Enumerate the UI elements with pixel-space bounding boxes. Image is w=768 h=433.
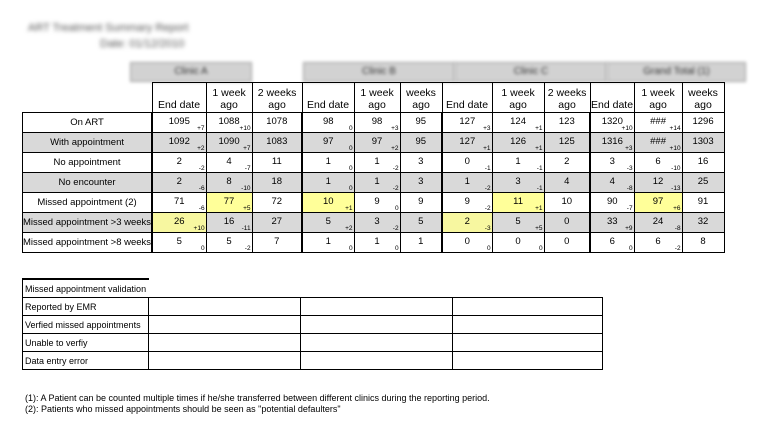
cell-value: 1316 xyxy=(601,136,623,147)
cell-change: +1 xyxy=(535,145,543,152)
data-cell xyxy=(302,173,354,193)
data-cell xyxy=(442,193,492,213)
cell-change: +3 xyxy=(625,145,633,152)
cell-value: 4 xyxy=(226,156,232,167)
validation-cell[interactable] xyxy=(149,352,301,370)
row-label: On ART xyxy=(23,113,153,133)
cell-value: 5 xyxy=(226,236,232,247)
data-cell xyxy=(354,133,400,153)
row-label: Missed appointment >3 weeks xyxy=(23,213,153,233)
cell-value: 33 xyxy=(607,216,618,227)
data-cell xyxy=(682,173,724,193)
data-cell xyxy=(400,213,442,233)
cell-value: 25 xyxy=(697,176,709,187)
data-cell xyxy=(302,153,354,173)
data-cell xyxy=(302,213,354,233)
validation-table xyxy=(22,278,603,370)
cell-value: 16 xyxy=(697,156,709,167)
data-cell xyxy=(354,113,400,133)
site-header-4: Grand Total (1) xyxy=(607,62,746,82)
cell-change: -2 xyxy=(484,205,491,212)
cell-value: 1 xyxy=(325,156,331,167)
cell-value: 77 xyxy=(223,196,235,207)
cell-change: 0 xyxy=(348,245,353,252)
data-cell xyxy=(442,153,492,173)
validation-cell[interactable] xyxy=(453,334,603,352)
cell-change: +1 xyxy=(535,205,543,212)
data-cell xyxy=(492,193,544,213)
data-cell xyxy=(252,133,302,153)
data-cell xyxy=(206,133,252,153)
data-cell xyxy=(302,133,354,153)
corner-cell xyxy=(23,83,153,113)
column-header: 1 week ago xyxy=(492,83,544,113)
cell-value: 5 xyxy=(325,216,331,227)
cell-value: 0 xyxy=(464,236,470,247)
site-header-1: Clinic A xyxy=(130,62,252,82)
data-cell xyxy=(354,173,400,193)
cell-value: 6 xyxy=(655,156,661,167)
row-label: Missed appointment (2) xyxy=(23,193,153,213)
cell-value: 0 xyxy=(464,156,470,167)
cell-value: 1 xyxy=(325,236,331,247)
cell-change: -2 xyxy=(484,185,491,192)
column-header: 1 week ago xyxy=(206,83,252,113)
cell-value: 3 xyxy=(418,156,424,167)
row-label: No encounter xyxy=(23,173,153,193)
data-cell xyxy=(544,173,590,193)
cell-change: +2 xyxy=(345,225,353,232)
data-cell xyxy=(354,153,400,173)
data-cell xyxy=(252,173,302,193)
cell-value: 1 xyxy=(515,156,521,167)
data-cell xyxy=(252,153,302,173)
cell-change: 0 xyxy=(394,205,399,212)
cell-value: 1078 xyxy=(266,116,288,127)
data-cell xyxy=(590,173,634,193)
data-cell xyxy=(634,233,682,253)
cell-change: -2 xyxy=(392,225,399,232)
cell-value: 71 xyxy=(174,196,185,207)
cell-value: 11 xyxy=(513,196,523,207)
cell-value: 8 xyxy=(700,236,706,247)
cell-value: 5 xyxy=(515,216,521,227)
cell-value: 1 xyxy=(325,176,331,187)
column-header: End date xyxy=(590,83,634,113)
cell-change: -6 xyxy=(198,185,205,192)
data-cell xyxy=(400,133,442,153)
validation-row-label: Verfied missed appointments xyxy=(23,316,149,334)
data-cell xyxy=(492,133,544,153)
cell-change: +10 xyxy=(239,125,251,132)
cell-value: 26 xyxy=(174,216,185,227)
data-cell xyxy=(590,233,634,253)
table-row xyxy=(23,193,725,213)
cell-change: +5 xyxy=(535,225,543,232)
cell-change: 0 xyxy=(486,245,491,252)
cell-change: -7 xyxy=(244,165,251,172)
data-cell xyxy=(634,133,682,153)
row-label: No appointment xyxy=(23,153,153,173)
cell-value: 1088 xyxy=(218,116,240,127)
data-cell xyxy=(544,193,590,213)
cell-value: 7 xyxy=(274,236,280,247)
cell-value: 1 xyxy=(374,176,380,187)
cell-value: 1 xyxy=(374,236,380,247)
cell-change: -3 xyxy=(626,165,633,172)
cell-value: 2 xyxy=(176,176,182,187)
cell-change: +1 xyxy=(483,145,491,152)
validation-row-label: Reported by EMR xyxy=(23,298,149,316)
cell-value: 1 xyxy=(374,156,380,167)
cell-value: 12 xyxy=(652,176,664,187)
data-cell xyxy=(206,173,252,193)
summary-table xyxy=(22,82,725,253)
table-row xyxy=(23,213,725,233)
data-cell xyxy=(442,133,492,153)
cell-change: -8 xyxy=(674,225,681,232)
data-cell xyxy=(152,153,206,173)
cell-value: 3 xyxy=(609,156,615,167)
column-header: 2 weeks ago xyxy=(252,83,302,113)
cell-value: 11 xyxy=(271,156,282,167)
cell-change: 0 xyxy=(348,165,353,172)
validation-cell[interactable] xyxy=(301,316,453,334)
table-row xyxy=(23,113,725,133)
cell-value: 9 xyxy=(464,196,470,207)
data-cell xyxy=(252,213,302,233)
cell-value: 91 xyxy=(697,196,709,207)
validation-row xyxy=(23,316,603,334)
cell-change: +10 xyxy=(669,145,681,152)
cell-change: +1 xyxy=(345,205,353,212)
validation-title: Missed appointment validation xyxy=(23,279,149,298)
data-cell xyxy=(206,153,252,173)
data-cell xyxy=(152,213,206,233)
cell-change: +2 xyxy=(391,145,399,152)
cell-value: 0 xyxy=(564,216,570,227)
validation-cell[interactable] xyxy=(149,316,301,334)
cell-change: +10 xyxy=(621,125,633,132)
cell-value: 1092 xyxy=(168,136,190,147)
data-cell xyxy=(400,173,442,193)
cell-change: -6 xyxy=(198,205,205,212)
cell-value: 0 xyxy=(564,236,570,247)
column-header: End date xyxy=(152,83,206,113)
cell-change: -8 xyxy=(626,185,633,192)
data-cell xyxy=(634,213,682,233)
cell-change: -2 xyxy=(392,165,399,172)
cell-change: -1 xyxy=(536,185,543,192)
cell-change: +10 xyxy=(193,225,205,232)
report-date: Date: 01/12/2010 xyxy=(100,38,185,50)
cell-change: -10 xyxy=(241,185,251,192)
cell-value: 1090 xyxy=(218,136,240,147)
column-header: 1 week ago xyxy=(634,83,682,113)
data-cell xyxy=(590,153,634,173)
cell-value: 4 xyxy=(609,176,615,187)
column-header: End date xyxy=(442,83,492,113)
cell-change: +9 xyxy=(625,225,633,232)
cell-value: 1296 xyxy=(692,116,714,127)
cell-change: 0 xyxy=(348,125,353,132)
cell-value: 127 xyxy=(459,136,476,147)
data-cell xyxy=(354,213,400,233)
row-label: With appointment xyxy=(23,133,153,153)
cell-value: 4 xyxy=(564,176,570,187)
cell-value: 95 xyxy=(415,116,427,127)
cell-change: +3 xyxy=(391,125,399,132)
cell-value: 1095 xyxy=(168,116,190,127)
data-cell xyxy=(152,233,206,253)
validation-cell[interactable] xyxy=(453,316,603,334)
data-cell xyxy=(354,233,400,253)
data-cell xyxy=(442,213,492,233)
cell-value: 125 xyxy=(558,136,575,147)
cell-change: -1 xyxy=(484,165,491,172)
cell-change: -13 xyxy=(671,185,681,192)
data-cell xyxy=(400,233,442,253)
site-header-3: Clinic C xyxy=(455,62,607,82)
data-cell xyxy=(682,233,724,253)
data-cell xyxy=(442,173,492,193)
cell-value: 3 xyxy=(374,216,380,227)
data-cell xyxy=(152,133,206,153)
column-header: 1 week ago xyxy=(354,83,400,113)
cell-change: 0 xyxy=(348,185,353,192)
validation-cell[interactable] xyxy=(453,352,603,370)
cell-value: 10 xyxy=(323,196,334,207)
cell-change: 0 xyxy=(394,245,399,252)
cell-value: 27 xyxy=(271,216,283,227)
cell-change: 0 xyxy=(538,245,543,252)
data-cell xyxy=(206,193,252,213)
cell-value: 1 xyxy=(418,236,424,247)
validation-row-label: Unable to verfiy xyxy=(23,334,149,352)
data-cell xyxy=(492,173,544,193)
data-cell xyxy=(492,113,544,133)
cell-value: ### xyxy=(650,136,666,147)
cell-change: 0 xyxy=(200,245,205,252)
cell-change: 0 xyxy=(348,145,353,152)
cell-change: +6 xyxy=(673,205,681,212)
column-header: End date xyxy=(302,83,354,113)
cell-value: 97 xyxy=(323,136,334,147)
cell-change: +7 xyxy=(197,125,205,132)
data-cell xyxy=(152,193,206,213)
cell-value: 16 xyxy=(223,216,235,227)
cell-value: 95 xyxy=(415,136,427,147)
cell-value: 32 xyxy=(697,216,709,227)
cell-change: +3 xyxy=(483,125,491,132)
cell-value: 6 xyxy=(609,236,615,247)
cell-value: 1083 xyxy=(266,136,288,147)
column-header: 2 weeks ago xyxy=(544,83,590,113)
data-cell xyxy=(252,193,302,213)
cell-change: -2 xyxy=(392,185,399,192)
data-cell xyxy=(544,113,590,133)
cell-change: -2 xyxy=(198,165,205,172)
data-cell xyxy=(634,153,682,173)
data-cell xyxy=(442,113,492,133)
row-label: Missed appointment >8 weeks xyxy=(23,233,153,253)
data-cell xyxy=(682,213,724,233)
validation-cell[interactable] xyxy=(301,334,453,352)
validation-cell[interactable] xyxy=(149,298,301,316)
cell-value: 1 xyxy=(464,176,470,187)
data-cell xyxy=(544,153,590,173)
column-header: weeks ago xyxy=(682,83,724,113)
table-row xyxy=(23,233,725,253)
cell-value: 98 xyxy=(323,116,334,127)
cell-change: +14 xyxy=(669,125,681,132)
cell-value: 72 xyxy=(271,196,283,207)
data-cell xyxy=(400,113,442,133)
cell-value: 98 xyxy=(371,116,383,127)
data-cell xyxy=(682,113,724,133)
cell-value: 124 xyxy=(510,116,526,127)
cell-change: +1 xyxy=(535,125,543,132)
site-header-2: Clinic B xyxy=(303,62,455,82)
cell-change: -7 xyxy=(626,205,633,212)
validation-row xyxy=(23,334,603,352)
data-cell xyxy=(442,233,492,253)
data-cell xyxy=(590,213,634,233)
data-cell xyxy=(252,233,302,253)
cell-change: -1 xyxy=(536,165,543,172)
cell-value: 2 xyxy=(464,216,470,227)
table-row xyxy=(23,173,725,193)
cell-change: -11 xyxy=(241,225,251,232)
data-cell xyxy=(634,113,682,133)
cell-value: 9 xyxy=(418,196,424,207)
data-cell xyxy=(400,193,442,213)
validation-cell[interactable] xyxy=(301,352,453,370)
cell-value: 3 xyxy=(515,176,521,187)
footnote-1: (1): A Patient can be counted multiple times if he/she transferred between different clinics during the reporting period. xyxy=(25,393,490,403)
cell-change: +7 xyxy=(243,145,251,152)
cell-value: 5 xyxy=(176,236,182,247)
validation-row xyxy=(23,352,603,370)
cell-value: 97 xyxy=(371,136,383,147)
cell-change: -3 xyxy=(484,225,491,232)
data-cell xyxy=(634,173,682,193)
data-cell xyxy=(492,213,544,233)
cell-value: 123 xyxy=(558,116,575,127)
cell-value: 2 xyxy=(564,156,570,167)
cell-value: 18 xyxy=(271,176,283,187)
cell-change: 0 xyxy=(628,245,633,252)
data-cell xyxy=(634,193,682,213)
cell-value: 8 xyxy=(226,176,232,187)
cell-value: 126 xyxy=(510,136,526,147)
cell-value: 9 xyxy=(374,196,380,207)
data-cell xyxy=(590,193,634,213)
data-cell xyxy=(590,113,634,133)
footnote-2: (2): Patients who missed appointments should be seen as "potential defaulters" xyxy=(25,404,341,414)
cell-change: -2 xyxy=(674,245,681,252)
cell-value: 1320 xyxy=(601,116,623,127)
data-cell xyxy=(492,153,544,173)
cell-value: 2 xyxy=(176,156,182,167)
cell-change: +5 xyxy=(243,205,251,212)
table-row xyxy=(23,133,725,153)
cell-change: +2 xyxy=(197,145,205,152)
cell-value: ### xyxy=(650,116,666,127)
cell-value: 97 xyxy=(652,196,664,207)
validation-cell[interactable] xyxy=(453,298,603,316)
table-row xyxy=(23,153,725,173)
cell-value: 3 xyxy=(418,176,424,187)
data-cell xyxy=(252,113,302,133)
cell-change: -10 xyxy=(671,165,681,172)
data-cell xyxy=(682,153,724,173)
data-cell xyxy=(206,233,252,253)
data-cell xyxy=(590,133,634,153)
data-cell xyxy=(302,193,354,213)
cell-value: 127 xyxy=(459,116,476,127)
data-cell xyxy=(544,233,590,253)
validation-cell[interactable] xyxy=(149,334,301,352)
validation-cell[interactable] xyxy=(301,298,453,316)
data-cell xyxy=(152,113,206,133)
data-cell xyxy=(206,113,252,133)
cell-value: 24 xyxy=(652,216,664,227)
data-cell xyxy=(682,133,724,153)
column-header: weeks ago xyxy=(400,83,442,113)
data-cell xyxy=(302,233,354,253)
cell-value: 5 xyxy=(418,216,424,227)
report-title: ART Treatment Summary Report xyxy=(28,22,189,34)
data-cell xyxy=(544,213,590,233)
cell-value: 1303 xyxy=(692,136,714,147)
data-cell xyxy=(354,193,400,213)
cell-value: 10 xyxy=(561,196,573,207)
data-cell xyxy=(544,133,590,153)
data-cell xyxy=(400,153,442,173)
data-cell xyxy=(682,193,724,213)
cell-value: 90 xyxy=(607,196,618,207)
data-cell xyxy=(492,233,544,253)
data-cell xyxy=(152,173,206,193)
cell-value: 6 xyxy=(655,236,661,247)
data-cell xyxy=(302,113,354,133)
cell-change: -2 xyxy=(244,245,251,252)
data-cell xyxy=(206,213,252,233)
cell-value: 0 xyxy=(515,236,521,247)
validation-row xyxy=(23,298,603,316)
validation-row-label: Data entry error xyxy=(23,352,149,370)
